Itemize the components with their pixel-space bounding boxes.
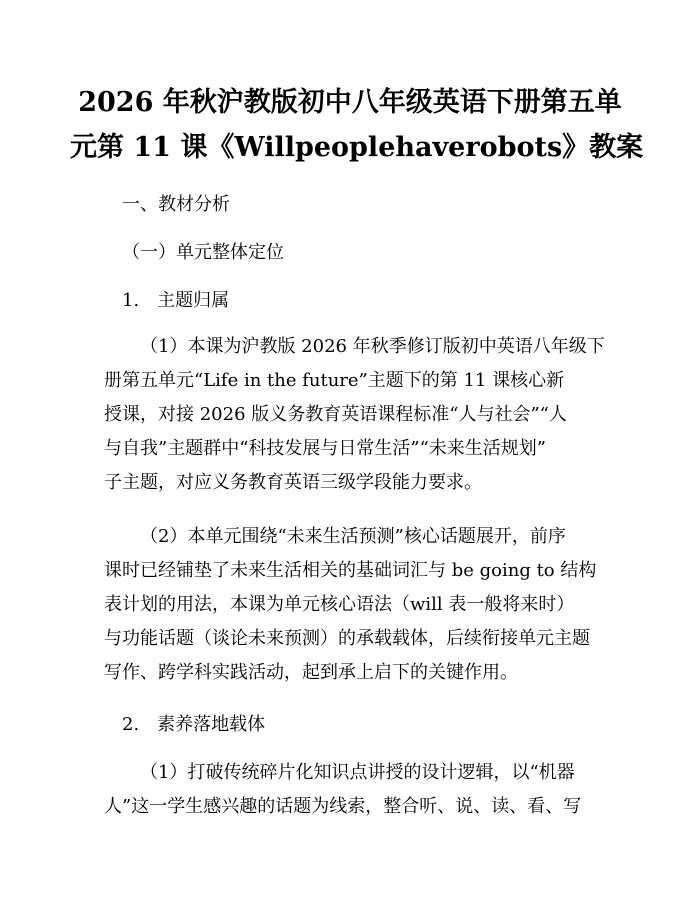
paragraph-line: 写作、跨学科实践活动，起到承上启下的关键作用。 xyxy=(104,662,518,683)
paragraph-line: 与功能话题（谈论未来预测）的承载载体，后续衔接单元主题 xyxy=(104,628,590,649)
paragraph-line: 课时已经铺垫了未来生活相关的基础词汇与 be going to 结构 xyxy=(104,560,597,581)
paragraph-line: （2）本单元围绕“未来生活预测”核心话题展开，前序 xyxy=(140,526,566,547)
item-heading-theme: 1. 主题归属 xyxy=(122,290,230,311)
paragraph-line: 与自我”主题群中“科技发展与日常生活”“未来生活规划” xyxy=(104,438,547,459)
paragraph-line: 子主题，对应义务教育英语三级学段能力要求。 xyxy=(104,472,482,493)
paragraph-line: 册第五单元“Life in the future”主题下的第 11 课核心新 xyxy=(104,370,565,391)
paragraph-line: （1）打破传统碎片化知识点讲授的设计逻辑，以“机器 xyxy=(140,762,575,783)
document-title-line-2: 元第 11 课《Willpeoplehaverobots》教案 xyxy=(70,132,644,163)
item-heading-literacy-carrier: 2. 素养落地载体 xyxy=(122,714,266,735)
section-heading-teaching-material-analysis: 一、教材分析 xyxy=(122,194,230,215)
paragraph-line: 授课，对接 2026 版义务教育英语课程标准“人与社会”“人 xyxy=(104,404,567,425)
paragraph-line: （1）本课为沪教版 2026 年秋季修订版初中英语八年级下 xyxy=(140,336,605,357)
paragraph-line: 人”这一学生感兴趣的话题为线索，整合听、说、读、看、写 xyxy=(104,796,582,817)
subsection-heading-unit-positioning: （一）单元整体定位 xyxy=(122,242,284,263)
paragraph-line: 表计划的用法，本课为单元核心语法（will 表一般将来时） xyxy=(104,594,575,615)
document-title-line-1: 2026 年秋沪教版初中八年级英语下册第五单 xyxy=(78,87,622,118)
